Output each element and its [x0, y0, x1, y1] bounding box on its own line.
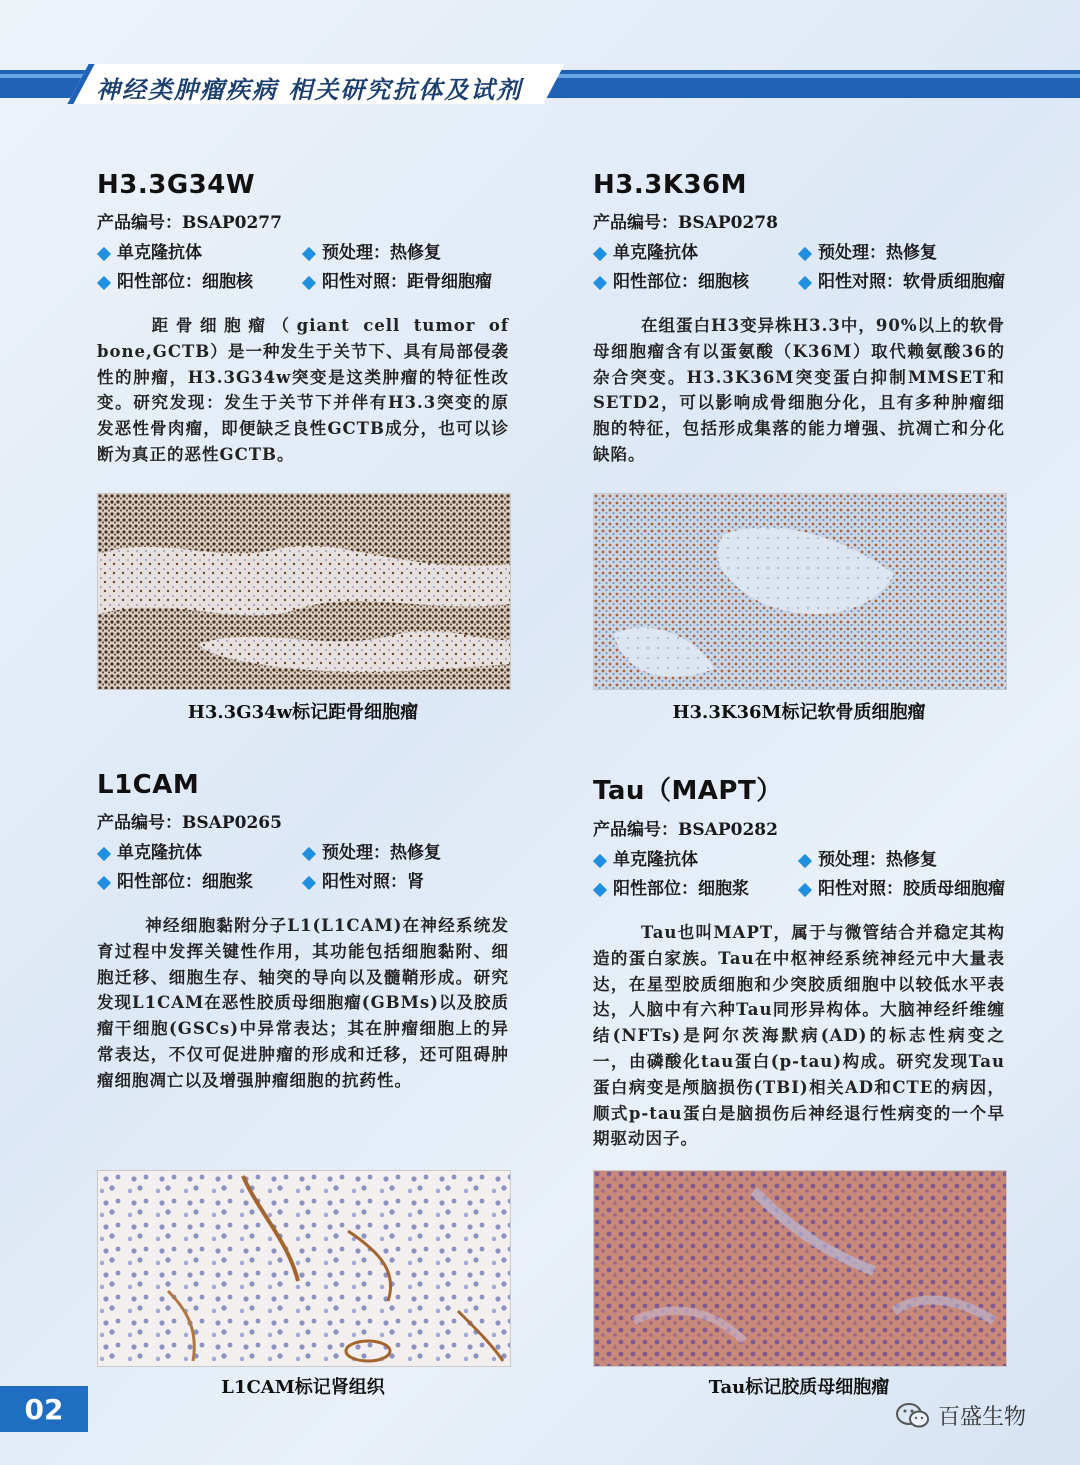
attr-positive-site: 阳性部位：细胞浆 — [593, 875, 798, 904]
product-code-line — [593, 815, 1033, 840]
wechat-icon — [896, 1402, 930, 1430]
product-description: 神经细胞黏附分子L1(L1CAM)在神经系统发育过程中发挥关键性作用，其功能包括细胞黏附、细胞迁移、细胞生存、轴突的导向以及髓鞘形成。研究发现L1CAM在恶性胶质母细胞瘤(GBMs)以及胶质瘤干细胞(GSCs)中异常表达；其在肿瘤细胞上的异常表达，不仅可促进肿瘤的形成和迁移，还可阻碍肿瘤细胞凋亡以及增强肿瘤细胞的抗药性。 — [97, 916, 509, 1090]
attr-positive-control: 阳性对照：距骨细胞瘤 — [302, 268, 492, 297]
page-number: 02 — [0, 1386, 88, 1432]
product-code-line — [593, 208, 1033, 233]
product-card-h33k36m — [593, 170, 1033, 468]
diamond-bullet-icon — [302, 246, 316, 260]
product-code-label: 产品编号： — [97, 213, 182, 233]
attr-pretreatment: 预处理：热修复 — [798, 239, 937, 268]
figure-caption: H3.3K36M标记软骨质细胞瘤 — [672, 702, 926, 723]
brand-watermark — [896, 1400, 1026, 1431]
attr-positive-site: 阳性部位：细胞核 — [97, 268, 302, 297]
product-code-line — [97, 808, 537, 833]
diamond-bullet-icon — [798, 275, 812, 289]
attr-clone-type: 单克隆抗体 — [593, 846, 798, 875]
product-description: Tau也叫MAPT，属于与微管结合并稳定其构造的蛋白家族。Tau在中枢神经系统神经元中大量表达，在星型胶质细胞和少突胶质细胞中以较低水平表达，人脑中有六种Tau同形异构体。大脑神经纤维缠结(NFTs)是阿尔茨海默病(AD)的标志性病变之一，由磷酸化tau蛋白(p-tau)构成。研究发现Tau蛋白病变是颅脑损伤(TBI)相关AD和CTE的病因，顺式p-tau蛋白是脑损伤后神经退行性病变的一个早期驱动因子。 — [593, 923, 1005, 1149]
diamond-bullet-icon — [593, 882, 607, 896]
product-code-label: 产品编号： — [97, 813, 182, 833]
micrograph-gctb — [97, 493, 511, 690]
attr-positive-site: 阳性部位：细胞核 — [593, 268, 798, 297]
attr-positive-control: 阳性对照：肾 — [302, 868, 424, 897]
product-card-tau — [593, 770, 1033, 1152]
micrograph-chondroblastoma — [593, 493, 1007, 690]
attr-positive-site: 阳性部位：细胞浆 — [97, 868, 302, 897]
attr-positive-control: 阳性对照：软骨质细胞瘤 — [798, 268, 1005, 297]
diamond-bullet-icon — [593, 853, 607, 867]
brand-name: 百盛生物 — [938, 1405, 1027, 1430]
attr-positive-control: 阳性对照：胶质母细胞瘤 — [798, 875, 1005, 904]
product-title: L1CAM — [97, 770, 200, 800]
diamond-bullet-icon — [798, 246, 812, 260]
diamond-bullet-icon — [798, 882, 812, 896]
product-description: 距骨细胞瘤（giant cell tumor of bone,GCTB）是一种发生于关节下、具有局部侵袭性的肿瘤，H3.3G34w突变是这类肿瘤的特征性改变。研究发现：发生于关节下并伴有H3.3突变的原发恶性骨肉瘤，即便缺乏良性GCTB成分，也可以诊断为真正的恶性GCTB。 — [97, 316, 509, 464]
micrograph-kidney — [97, 1170, 511, 1367]
product-title: H3.3G34W — [97, 170, 256, 200]
product-code: BSAP0265 — [182, 813, 282, 833]
header-title: 神经类肿瘤疾病 相关研究抗体及试剂 — [96, 75, 523, 104]
product-code-line — [97, 208, 537, 233]
product-attributes — [97, 839, 537, 897]
product-code: BSAP0282 — [678, 820, 778, 840]
product-code: BSAP0278 — [678, 213, 778, 233]
product-code-label: 产品编号： — [593, 213, 678, 233]
diamond-bullet-icon — [302, 875, 316, 889]
product-attributes — [97, 239, 537, 297]
attr-clone-type: 单克隆抗体 — [97, 239, 302, 268]
figure-caption: H3.3G34w标记距骨细胞瘤 — [187, 702, 419, 723]
diamond-bullet-icon — [97, 846, 111, 860]
diamond-bullet-icon — [97, 875, 111, 889]
attr-pretreatment: 预处理：热修复 — [302, 839, 441, 868]
figure-caption: L1CAM标记肾组织 — [221, 1377, 385, 1398]
product-title: H3.3K36M — [593, 170, 748, 200]
product-code-label: 产品编号： — [593, 820, 678, 840]
figure-caption: Tau标记胶质母细胞瘤 — [708, 1377, 890, 1398]
diamond-bullet-icon — [798, 853, 812, 867]
product-title: Tau（MAPT） — [593, 776, 783, 806]
attr-clone-type: 单克隆抗体 — [593, 239, 798, 268]
product-attributes — [593, 239, 1033, 297]
diamond-bullet-icon — [97, 246, 111, 260]
page-header — [0, 64, 1080, 104]
product-description: 在组蛋白H3变异株H3.3中，90%以上的软骨母细胞瘤含有以蛋氨酸（K36M）取代赖氨酸36的杂合突变。H3.3K36M突变蛋白抑制MMSET和SETD2，可以影响成骨细胞分化，且有多种肿瘤细胞的特征，包括形成集落的能力增强、抗凋亡和分化缺陷。 — [593, 316, 1006, 464]
micrograph-glioblastoma — [593, 1170, 1007, 1367]
diamond-bullet-icon — [302, 846, 316, 860]
product-card-h33g34w — [97, 170, 537, 468]
product-card-l1cam — [97, 770, 537, 1094]
diamond-bullet-icon — [593, 275, 607, 289]
attr-pretreatment: 预处理：热修复 — [302, 239, 441, 268]
diamond-bullet-icon — [302, 275, 316, 289]
product-attributes — [593, 846, 1033, 904]
diamond-bullet-icon — [97, 275, 111, 289]
attr-clone-type: 单克隆抗体 — [97, 839, 302, 868]
product-code: BSAP0277 — [182, 213, 282, 233]
diamond-bullet-icon — [593, 246, 607, 260]
attr-pretreatment: 预处理：热修复 — [798, 846, 937, 875]
